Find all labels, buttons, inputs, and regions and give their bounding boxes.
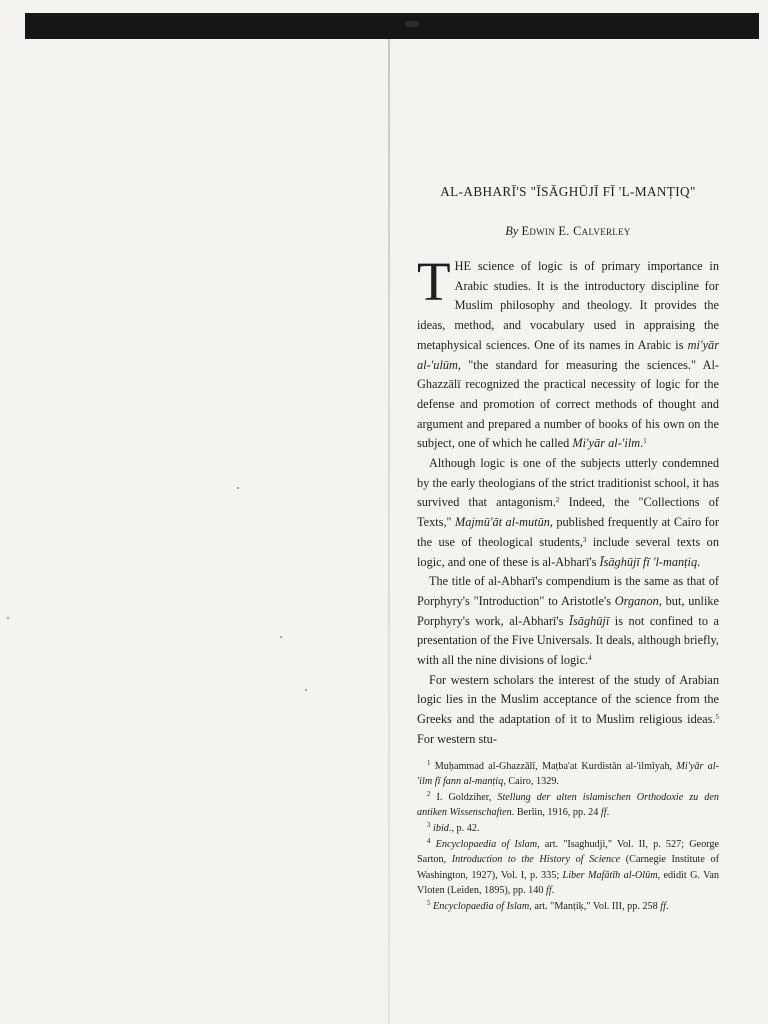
text-run: For western scholars the interest of the study of Arabian logic lies in the Muslim acceptance of the science from the Greeks and the adaptation of it to Muslim religious ideas. (417, 672, 719, 727)
italic-text: Majmū'āt al-mutūn (455, 515, 550, 530)
left-blank-page (0, 39, 386, 1024)
dust-speck (305, 689, 307, 691)
right-page (417, 150, 719, 1010)
drop-cap: T (417, 251, 451, 312)
footnote-marker: 2 (555, 496, 560, 505)
text-run: . (697, 554, 701, 569)
footnote-marker: 5 (427, 898, 431, 907)
body-paragraph (417, 671, 719, 750)
text-run: I. Goldziher, (430, 791, 498, 803)
article-body (417, 251, 719, 750)
text-run: HE science of logic is of primary importance in Arabic studies. It is the introductory discipline for Muslim philosophy and theology. It provides the ideas, method, and vocabulary used in appraising the metaphysical sciences. One of its names in Arabic is (417, 259, 719, 352)
footnote-marker: 1 (427, 758, 431, 767)
footnotes (417, 759, 719, 915)
italic-text: ibid (433, 822, 449, 834)
body-paragraph (417, 454, 719, 572)
text-run: (Carnegie Institute of Washington, 1927), Vol. I, p. 335; (417, 854, 719, 881)
text-run: For western stu- (417, 731, 497, 746)
italic-text: Encyclopaedia of Islam (433, 900, 530, 912)
italic-text: Encyclopaedia of Islam (435, 838, 538, 850)
text-run: . Berlin, 1916, pp. 24 (511, 807, 601, 819)
footnote-marker: 4 (588, 654, 592, 663)
text-run: , published frequently at Cairo for the use of theological students, (417, 515, 719, 549)
text-run: . (551, 885, 555, 897)
footnote-marker: 2 (427, 789, 431, 798)
dust-speck (280, 636, 282, 638)
text-run: ., p. 42. (448, 822, 480, 834)
footnote (417, 821, 719, 837)
footnote-marker: 3 (427, 820, 431, 829)
italic-text: Mi'yār al-'ilm (572, 436, 641, 451)
italic-text: Liber Mafātīh al-Olūm (562, 869, 658, 881)
italic-text: ff (660, 900, 666, 912)
footnote-marker: 3 (582, 535, 587, 544)
text-run: , edidit G. Van Vloten (Leiden, 1895), pp. 140 (417, 869, 720, 897)
italic-text: mi'yār al-'ulūm (417, 337, 719, 372)
text-run: , "the standard for measuring the sciences." Al-Ghazzālī recognized the practical necessity of logic for the defense and promotion of correct methods of thought and argument and prepared a number of books of his own on the subject, one of which he called (417, 357, 719, 451)
text-run: , Cairo, 1329. (503, 776, 559, 788)
footnote-marker: 1 (643, 437, 647, 446)
footnote (417, 790, 719, 821)
body-paragraph (417, 572, 719, 671)
text-run: . (640, 436, 644, 451)
text-run: . (665, 900, 669, 912)
footnote (417, 759, 719, 790)
italic-text: Stellung der alten islamischen Orthodoxie zu den antiken Wissenschaften (417, 791, 719, 819)
text-run: Although logic is one of the subjects utterly condemned by the early theologians of the strict traditionist school, it has survived that antagonism. (417, 456, 719, 510)
text-run: , art. "Isaghudji," Vol. II, p. 527; George Sarton, (417, 838, 719, 866)
footnote-marker: 5 (715, 713, 719, 722)
text-run: is not confined to a presentation of the Five Universals. It deals, although briefly, with all the nine divisions of logic. (417, 613, 719, 668)
dust-speck (237, 487, 239, 489)
text-run: The title of al-Abharī's compendium is the same as that of Porphyry's "Introduction" to Aristotle's (417, 574, 719, 608)
footnote-marker: 4 (427, 836, 431, 845)
italic-text: Mi'yār al-'ilm fī fann al-manṭiq (417, 760, 719, 788)
text-run: . (606, 807, 610, 819)
italic-text: Īsāghūjī (568, 613, 610, 628)
italic-text: Introduction to the History of Science (451, 854, 621, 866)
footnote (417, 837, 719, 899)
article-title: AL-ABHARĪ'S "ĪSĀGHŪJĪ FĪ 'L-MANṬIQ" (440, 184, 696, 199)
byline (417, 224, 719, 239)
author-name: Edwin E. Calverley (521, 224, 631, 238)
book-gutter (388, 39, 390, 1024)
italic-text: ff (600, 807, 607, 819)
body-paragraph (417, 251, 719, 454)
text-run: Indeed, the "Collections of Texts," (417, 495, 719, 530)
italic-text: ff (546, 885, 552, 897)
italic-text: Organon (614, 593, 659, 608)
text-run: , art. "Manṭiḳ," Vol. III, pp. 258 (529, 900, 661, 912)
italic-text: Īsāghūjī fī 'l-manṭiq (599, 554, 698, 569)
footnote (417, 899, 719, 915)
text-run: , but, unlike Porphyry's work, al-Abharī's (417, 593, 719, 628)
scan-top-bar (25, 13, 759, 39)
text-run: Muḥammad al-Ghazzālī, Maṭba'at Kurdistān al-'ilmīyah, (430, 760, 677, 772)
text-run: include several texts on logic, and one of these is al-Abharī's (417, 534, 719, 569)
dust-speck (7, 617, 9, 619)
byline-by: By (505, 224, 519, 238)
scan-smudge (405, 21, 419, 27)
